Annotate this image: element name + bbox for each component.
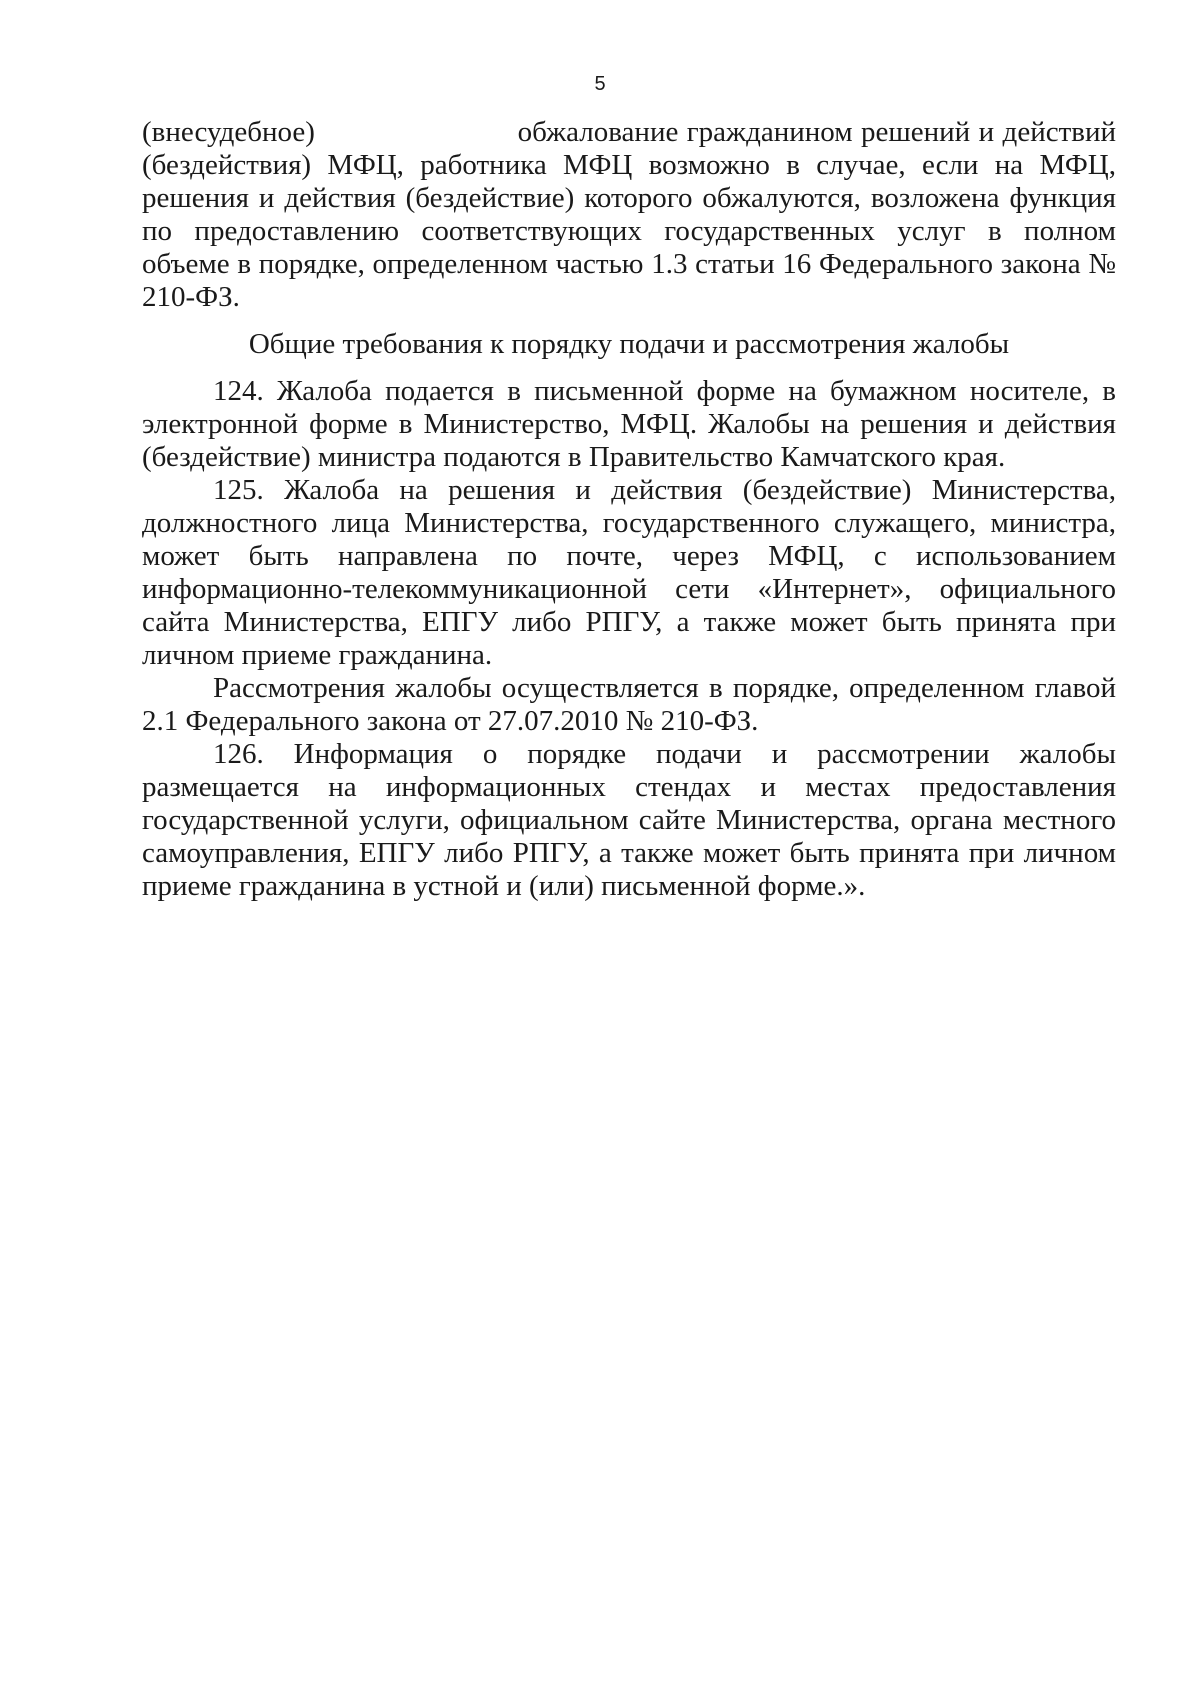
page-number: 5: [594, 73, 606, 95]
intro-paragraph: (внесудебное) обжалование гражданином решений и действий (бездействия) МФЦ, работника МФЦ возможно в случае, если на МФЦ, решения и действия (бездействие) которого обжалуются, возложена функция по предоставлению соответствующих государственных услуг в полном объеме в порядке, определенном частью 1.3 статьи 16 Федерального закона № 210-ФЗ.: [142, 116, 1124, 313]
paragraph-review-procedure: Рассмотрения жалобы осуществляется в порядке, определенном главой 2.1 Федерального закона от 27.07.2010 № 210-ФЗ.: [142, 672, 1116, 737]
paragraph-126: 126. Информация о порядке подачи и рассмотрении жалобы размещается на информационных стендах и местах предоставления государственной услуги, официальном сайте Министерства, органа местного самоуправления, ЕПГУ либо РПГУ, а также может быть принята при личном приеме гражданина в устной и (или) письменной форме.».: [142, 738, 1116, 902]
document-body: [142, 116, 1124, 903]
paragraph-124: 124. Жалоба подается в письменной форме на бумажном носителе, в электронной форме в Министерство, МФЦ. Жалобы на решения и действия (бездействие) министра подаются в Правительство Камчатского края.: [142, 375, 1116, 473]
paragraph-125: 125. Жалоба на решения и действия (бездействие) Министерства, должностного лица Министерства, государственного служащего, министра, может быть направлена по почте, через МФЦ, с использованием информационно-телекоммуникационной сети «Интернет», официального сайта Министерства, ЕПГУ либо РПГУ, а также может быть принята при личном приеме гражданина.: [142, 474, 1116, 671]
section-heading: Общие требования к порядку подачи и рассмотрения жалобы: [248, 328, 1010, 360]
